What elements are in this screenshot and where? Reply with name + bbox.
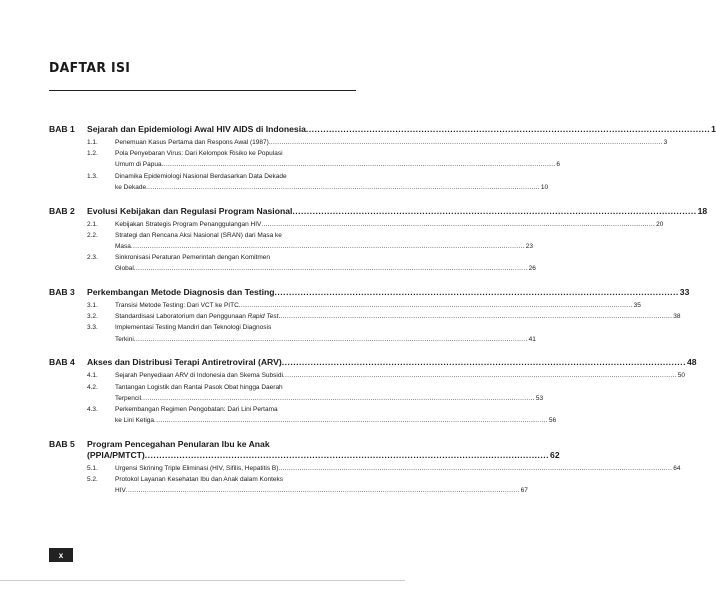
section-page-number: 3 <box>663 139 668 146</box>
chapter-title <box>87 206 707 217</box>
section-title-text: Dinamika Epidemiologi Nasional Berdasarkan Data Dekade <box>115 172 287 180</box>
dot-leader <box>154 415 548 426</box>
section-page-number: 6 <box>556 161 561 169</box>
chapter-title-text: Perkembangan Metode Diagnosis dan Testing <box>87 287 275 298</box>
chapter-title <box>87 124 716 135</box>
chapter-page-number: 1 <box>711 124 716 134</box>
toc-section-entry[interactable] <box>49 300 641 311</box>
section-page-number: 10 <box>540 183 549 191</box>
toc-chapter <box>49 205 708 275</box>
chapter-number: BAB 2 <box>49 205 75 216</box>
section-title-text: Umum di Papua <box>115 161 162 169</box>
section-title-text: Strategi dan Rencana Aksi Nasional (SRAN) dari Masa ke <box>115 231 282 239</box>
toc-section-entry[interactable] <box>49 382 544 404</box>
chapter-title-text: Sejarah dan Epidemiologi Awal HIV AIDS di Indonesia <box>87 124 306 134</box>
section-number: 2.3. <box>87 254 98 262</box>
section-number: 1.1. <box>87 139 98 146</box>
section-title-text: Sejarah Penyediaan ARV di Indonesia dan Skema Subsidi <box>115 372 283 380</box>
chapter-page-number: 48 <box>686 357 697 368</box>
section-page-number: 53 <box>535 394 544 402</box>
section-title-text: Penemuan Kasus Pertama dan Respons Awal (1987) <box>115 139 269 146</box>
chapter-title-text: Akses dan Distribusi Terapi Antiretroviral (ARV) <box>87 357 282 368</box>
section-page-number: 35 <box>633 302 641 310</box>
toc-section-entry[interactable] <box>49 463 681 474</box>
section-title-text: Pola Penyebaran Virus: Dari Kelompok Risiko ke Populasi <box>115 150 283 158</box>
toc-section-entry[interactable] <box>49 230 533 252</box>
section-number: 2.1. <box>87 220 98 228</box>
section-page-number: 50 <box>677 372 685 380</box>
dot-leader <box>239 300 633 311</box>
dot-leader <box>134 263 528 274</box>
dot-leader <box>134 334 528 345</box>
dot-leader <box>145 450 549 461</box>
toc-section-entry[interactable] <box>49 322 536 344</box>
toc-chapter <box>49 124 716 193</box>
dot-leader <box>131 241 525 252</box>
toc-section-entry[interactable] <box>49 148 561 170</box>
section-title-text: Sinkronisasi Peraturan Pemerintah dengan Komitmen <box>115 254 271 262</box>
dot-leader <box>275 287 679 298</box>
page-title: DAFTAR ISI <box>49 60 131 76</box>
section-title-text: Masa <box>115 242 131 250</box>
section-title-text: Transisi Metode Testing: Dari VCT ke PITC <box>115 302 239 310</box>
dot-leader <box>282 357 686 368</box>
dot-leader <box>306 124 710 135</box>
dot-leader <box>261 219 655 230</box>
chapter-page-number: 18 <box>697 205 708 216</box>
section-number: 3.3. <box>87 324 98 332</box>
dot-leader <box>126 485 520 496</box>
chapter-page-number: 62 <box>550 449 560 460</box>
toc-section-entry[interactable] <box>49 252 536 274</box>
page-bottom-divider <box>0 580 405 581</box>
section-number: 4.2. <box>87 383 98 391</box>
section-title-text: ke Lini Ketiga <box>115 417 155 425</box>
section-number: 2.2. <box>87 231 98 239</box>
toc-section-entry[interactable] <box>49 404 557 426</box>
chapter-number: BAB 5 <box>49 438 75 449</box>
section-title-text: Terkini <box>115 335 134 343</box>
section-number: 4.3. <box>87 405 98 413</box>
section-page-number: 20 <box>656 220 664 228</box>
section-title-text: Standardisasi Laboratorium dan Penggunaan Rapid Test <box>115 313 279 321</box>
section-page-number: 64 <box>673 464 681 472</box>
chapter-title <box>87 439 560 461</box>
section-number: 5.2. <box>87 476 98 484</box>
chapter-number: BAB 4 <box>49 357 75 368</box>
section-title-text: Tantangan Logistik dan Rantai Pasok Obat hingga Daerah <box>115 383 283 391</box>
toc-section-entry[interactable] <box>49 370 685 381</box>
section-title-text: Perkembangan Regimen Pengobatan: Dari Lini Pertama <box>115 405 278 413</box>
section-page-number: 26 <box>528 265 536 273</box>
title-divider <box>49 90 356 91</box>
chapter-title-text: Evolusi Kebijakan dan Regulasi Program Nasional <box>87 205 293 216</box>
dot-leader <box>292 206 696 217</box>
section-title-text: Kebijakan Strategis Program Penanggulangan HIV <box>115 220 262 228</box>
chapter-heading[interactable] <box>49 438 560 461</box>
dot-leader <box>278 463 672 474</box>
chapter-heading[interactable] <box>49 124 716 135</box>
toc-chapter <box>49 287 690 345</box>
toc-chapter <box>49 438 681 497</box>
chapter-heading[interactable] <box>49 287 690 298</box>
chapter-number: BAB 3 <box>49 287 75 298</box>
section-number: 3.2. <box>87 313 98 321</box>
section-number: 5.1. <box>87 464 98 472</box>
section-page-number: 23 <box>525 242 533 250</box>
section-page-number: 38 <box>673 313 681 321</box>
section-page-number: 67 <box>520 487 528 495</box>
table-of-contents <box>49 124 716 509</box>
chapter-page-number: 33 <box>679 287 690 298</box>
page-number-badge: x <box>49 548 73 562</box>
section-number: 1.2. <box>87 150 98 158</box>
toc-section-entry[interactable] <box>49 311 681 322</box>
section-number: 4.1. <box>87 372 98 380</box>
section-number: 3.1. <box>87 302 98 310</box>
chapter-title <box>87 357 697 368</box>
toc-section-entry[interactable] <box>49 474 528 496</box>
toc-section-entry[interactable] <box>49 219 664 230</box>
chapter-title-text: Program Pencegahan Penularan Ibu ke Anak <box>87 438 270 449</box>
section-title-text: Protokol Layanan Kesehatan Ibu dan Anak dalam Konteks <box>115 476 284 484</box>
section-page-number: 56 <box>548 417 557 425</box>
dot-leader <box>146 182 540 193</box>
section-title-text: HIV <box>115 487 126 495</box>
section-title-text: ke Dekade <box>115 183 147 191</box>
toc-chapter <box>49 357 697 426</box>
toc-section-entry[interactable] <box>49 137 668 148</box>
dot-leader <box>278 311 672 322</box>
chapter-number: BAB 1 <box>49 124 75 134</box>
chapter-title <box>87 287 689 298</box>
chapter-title-text: (PPIA/PMTCT) <box>87 449 145 460</box>
dot-leader <box>141 393 535 404</box>
dot-leader <box>283 370 677 381</box>
section-title-text: Urgensi Skrining Triple Eliminasi (HIV, Sifilis, Hepatitis B) <box>115 464 279 472</box>
section-number: 1.3. <box>87 172 98 180</box>
section-title-text: Implementasi Testing Mandiri dan Teknologi Diagnosis <box>115 324 272 332</box>
chapter-heading[interactable] <box>49 205 708 217</box>
dot-leader <box>269 137 663 148</box>
section-title-text: Terpencil <box>115 394 142 402</box>
section-title-text: Global <box>115 265 134 273</box>
dot-leader <box>162 159 556 170</box>
toc-section-entry[interactable] <box>49 171 549 193</box>
chapter-heading[interactable] <box>49 357 697 368</box>
section-page-number: 41 <box>528 335 536 343</box>
